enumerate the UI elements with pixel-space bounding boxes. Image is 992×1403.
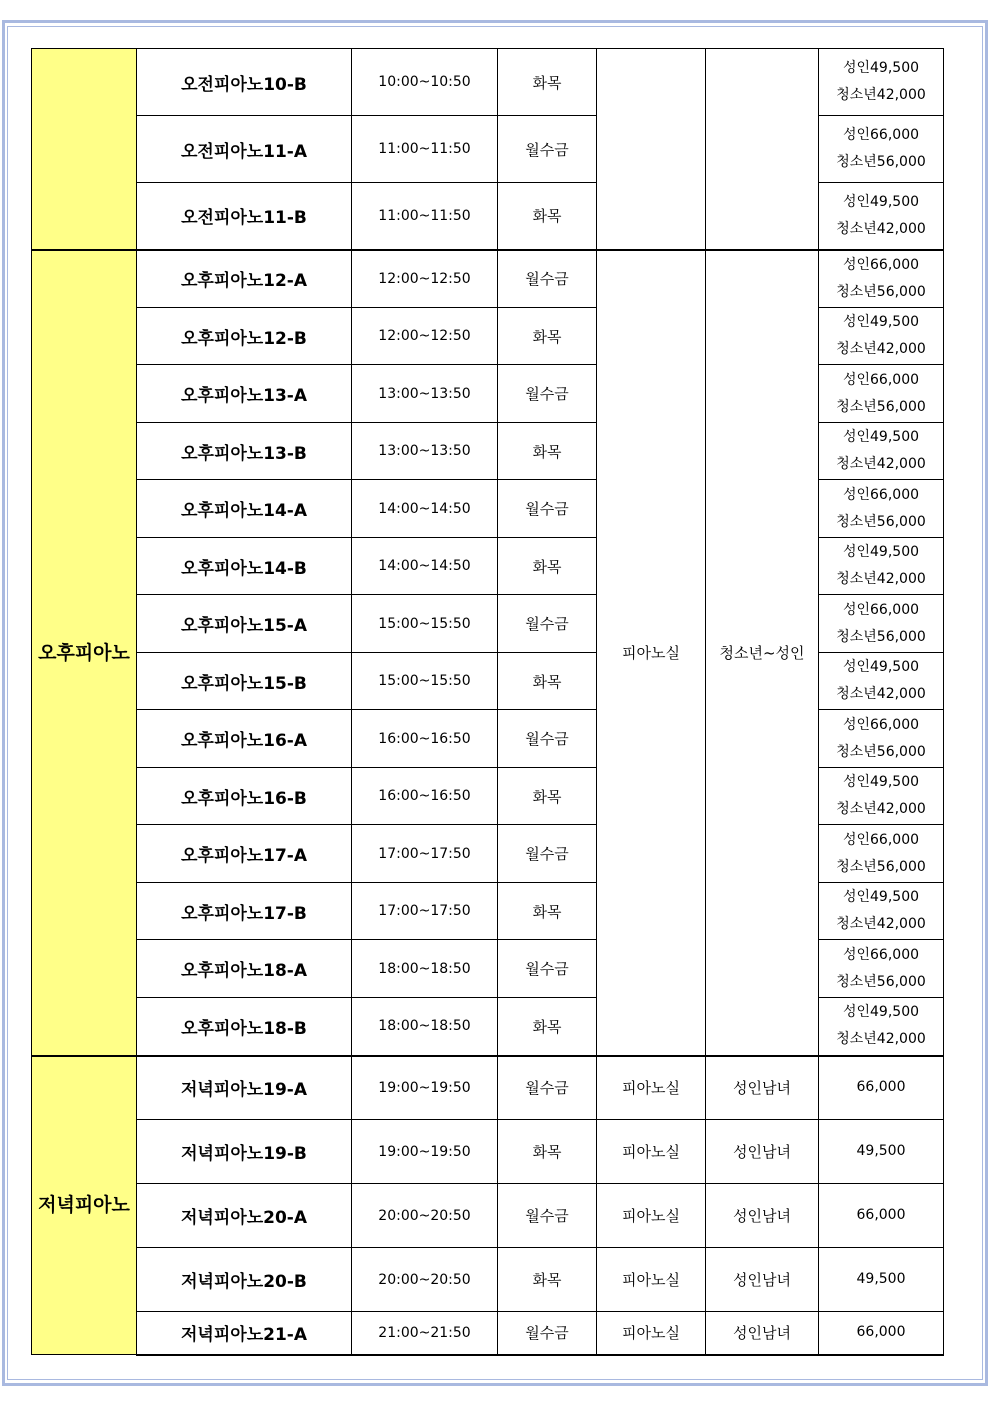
group-label-line1: 저녁 — [38, 1194, 75, 1217]
youth-fee: 청소년56,000 — [836, 628, 926, 645]
morning-room-cell — [597, 49, 706, 250]
table-row — [32, 1120, 944, 1184]
adult-fee: 성인66,000 — [842, 601, 920, 618]
table-row — [32, 1184, 944, 1248]
class-days: 월수금 — [498, 595, 597, 653]
youth-fee: 청소년42,000 — [836, 801, 926, 817]
class-time: 12:00~12:50 — [352, 250, 498, 308]
class-time: 14:00~14:50 — [352, 480, 498, 538]
class-days: 화목 — [498, 883, 597, 940]
class-name: 오후피아노13-A — [137, 365, 352, 423]
adult-fee: 성인49,500 — [842, 60, 920, 76]
morning-target-cell — [706, 49, 819, 250]
youth-fee: 청소년42,000 — [836, 916, 926, 932]
morning-piano-group-cell — [32, 49, 137, 250]
adult-fee: 성인49,500 — [842, 314, 920, 330]
group-label-line2: 피아노 — [74, 641, 130, 664]
youth-fee: 청소년56,000 — [836, 154, 926, 170]
class-target: 성인남녀 — [706, 1056, 819, 1120]
class-days: 화목 — [498, 1248, 597, 1312]
adult-fee: 성인49,500 — [842, 659, 920, 675]
class-room: 피아노실 — [597, 1248, 706, 1312]
adult-fee: 성인49,500 — [842, 889, 920, 905]
class-fee: 66,000 — [819, 1056, 944, 1120]
youth-fee: 청소년56,000 — [836, 398, 926, 415]
adult-fee: 성인66,000 — [842, 127, 920, 143]
adult-fee: 성인49,500 — [842, 1004, 920, 1021]
class-days: 화목 — [498, 49, 597, 116]
class-days: 월수금 — [498, 480, 597, 538]
class-days: 월수금 — [498, 1312, 597, 1355]
class-time: 17:00~17:50 — [352, 825, 498, 883]
table-row — [32, 49, 944, 116]
class-room: 피아노실 — [597, 1056, 706, 1120]
class-fee — [819, 940, 944, 998]
table-row — [32, 1056, 944, 1120]
class-target: 청소년~성인 — [706, 250, 819, 1056]
class-fee: 66,000 — [819, 1312, 944, 1355]
class-fee — [819, 710, 944, 768]
adult-fee: 성인49,500 — [842, 193, 920, 210]
class-fee — [819, 998, 944, 1056]
class-fee — [819, 183, 944, 250]
class-name: 오전피아노10-B — [137, 49, 352, 116]
class-time: 18:00~18:50 — [352, 998, 498, 1056]
class-name: 오후피아노12-B — [137, 308, 352, 365]
class-fee — [819, 116, 944, 183]
class-name: 오후피아노12-A — [137, 250, 352, 308]
class-days: 월수금 — [498, 116, 597, 183]
adult-fee: 성인66,000 — [842, 371, 920, 388]
youth-fee: 청소년56,000 — [836, 858, 926, 875]
class-time: 11:00~11:50 — [352, 116, 498, 183]
class-time: 15:00~15:50 — [352, 595, 498, 653]
class-days: 월수금 — [498, 1184, 597, 1248]
class-fee: 49,500 — [819, 1248, 944, 1312]
afternoon-piano-group-cell — [32, 250, 137, 1056]
class-name: 저녁피아노21-A — [137, 1312, 352, 1355]
class-time: 15:00~15:50 — [352, 653, 498, 710]
class-days: 화목 — [498, 423, 597, 480]
class-fee — [819, 480, 944, 538]
youth-fee: 청소년42,000 — [836, 571, 926, 587]
youth-fee: 청소년42,000 — [836, 87, 926, 103]
class-time: 16:00~16:50 — [352, 768, 498, 825]
class-days: 월수금 — [498, 250, 597, 308]
class-fee — [819, 365, 944, 423]
youth-fee: 청소년56,000 — [836, 973, 926, 990]
class-fee: 49,500 — [819, 1120, 944, 1184]
class-fee — [819, 825, 944, 883]
class-fee — [819, 768, 944, 825]
class-time: 20:00~20:50 — [352, 1248, 498, 1312]
class-days: 화목 — [498, 308, 597, 365]
class-days: 월수금 — [498, 940, 597, 998]
group-label-line1: 오후 — [38, 641, 75, 664]
youth-fee: 청소년56,000 — [836, 743, 926, 760]
class-name: 오후피아노15-B — [137, 653, 352, 710]
class-name: 오후피아노14-A — [137, 480, 352, 538]
class-name: 오후피아노18-A — [137, 940, 352, 998]
class-time: 20:00~20:50 — [352, 1184, 498, 1248]
class-name: 오전피아노11-B — [137, 183, 352, 250]
class-room: 피아노실 — [597, 250, 706, 1056]
youth-fee: 청소년56,000 — [836, 283, 926, 300]
class-time: 19:00~19:50 — [352, 1120, 498, 1184]
class-fee — [819, 653, 944, 710]
adult-fee: 성인66,000 — [842, 256, 920, 273]
class-fee — [819, 49, 944, 116]
adult-fee: 성인66,000 — [842, 716, 920, 733]
class-target: 성인남녀 — [706, 1184, 819, 1248]
class-name: 저녁피아노20-B — [137, 1248, 352, 1312]
class-fee — [819, 308, 944, 365]
class-name: 오후피아노17-A — [137, 825, 352, 883]
class-days: 화목 — [498, 998, 597, 1056]
class-time: 13:00~13:50 — [352, 423, 498, 480]
youth-fee: 청소년42,000 — [836, 341, 926, 357]
class-days: 화목 — [498, 768, 597, 825]
class-time: 14:00~14:50 — [352, 538, 498, 595]
youth-fee: 청소년56,000 — [836, 513, 926, 530]
class-target: 성인남녀 — [706, 1120, 819, 1184]
class-time: 11:00~11:50 — [352, 183, 498, 250]
class-fee — [819, 423, 944, 480]
class-days: 화목 — [498, 653, 597, 710]
class-days: 화목 — [498, 183, 597, 250]
class-name: 저녁피아노19-A — [137, 1056, 352, 1120]
class-fee: 66,000 — [819, 1184, 944, 1248]
evening-piano-group-cell — [32, 1056, 137, 1355]
adult-fee: 성인49,500 — [842, 544, 920, 560]
class-time: 19:00~19:50 — [352, 1056, 498, 1120]
class-name: 오후피아노18-B — [137, 998, 352, 1056]
class-time: 13:00~13:50 — [352, 365, 498, 423]
class-target: 성인남녀 — [706, 1248, 819, 1312]
class-days: 월수금 — [498, 365, 597, 423]
class-name: 오후피아노16-B — [137, 768, 352, 825]
adult-fee: 성인49,500 — [842, 429, 920, 445]
table-row — [32, 1312, 944, 1355]
adult-fee: 성인66,000 — [842, 486, 920, 503]
class-days: 월수금 — [498, 825, 597, 883]
adult-fee: 성인66,000 — [842, 946, 920, 963]
class-days: 화목 — [498, 1120, 597, 1184]
adult-fee: 성인66,000 — [842, 831, 920, 848]
piano-class-schedule-table — [31, 48, 944, 1356]
class-fee — [819, 595, 944, 653]
youth-fee: 청소년42,000 — [836, 220, 926, 237]
class-time: 12:00~12:50 — [352, 308, 498, 365]
youth-fee: 청소년42,000 — [836, 686, 926, 702]
class-name: 오후피아노16-A — [137, 710, 352, 768]
class-time: 21:00~21:50 — [352, 1312, 498, 1355]
class-room: 피아노실 — [597, 1312, 706, 1355]
class-days: 화목 — [498, 538, 597, 595]
youth-fee: 청소년42,000 — [836, 456, 926, 472]
class-time: 17:00~17:50 — [352, 883, 498, 940]
class-room: 피아노실 — [597, 1120, 706, 1184]
class-name: 오후피아노17-B — [137, 883, 352, 940]
class-days: 월수금 — [498, 1056, 597, 1120]
adult-fee: 성인49,500 — [842, 774, 920, 790]
youth-fee: 청소년42,000 — [836, 1031, 926, 1048]
class-room: 피아노실 — [597, 1184, 706, 1248]
class-name: 오후피아노15-A — [137, 595, 352, 653]
group-label-line2: 피아노 — [74, 1194, 130, 1217]
class-name: 오후피아노13-B — [137, 423, 352, 480]
table-row — [32, 1248, 944, 1312]
class-days: 월수금 — [498, 710, 597, 768]
class-target: 성인남녀 — [706, 1312, 819, 1355]
class-time: 16:00~16:50 — [352, 710, 498, 768]
class-time: 18:00~18:50 — [352, 940, 498, 998]
class-fee — [819, 250, 944, 308]
class-fee — [819, 538, 944, 595]
class-time: 10:00~10:50 — [352, 49, 498, 116]
class-fee — [819, 883, 944, 940]
class-name: 저녁피아노20-A — [137, 1184, 352, 1248]
class-name: 오전피아노11-A — [137, 116, 352, 183]
table-row — [32, 250, 944, 308]
class-name: 오후피아노14-B — [137, 538, 352, 595]
class-name: 저녁피아노19-B — [137, 1120, 352, 1184]
